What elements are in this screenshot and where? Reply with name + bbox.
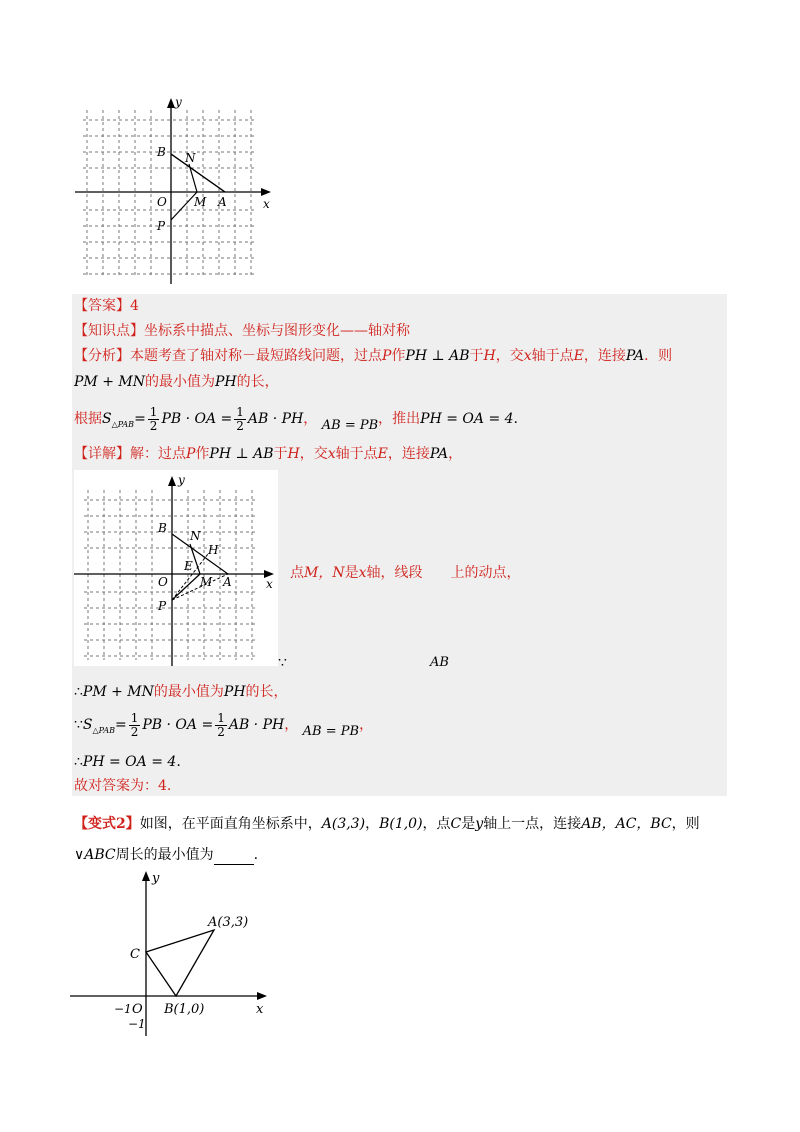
fig1-label-O: O — [157, 195, 167, 209]
analysis-line-2 — [74, 372, 279, 392]
variant-text: 如图，在平面直角坐标系中， — [139, 816, 322, 832]
math-AB-PH: AB · PH — [228, 717, 285, 733]
fig3-label-O: O — [132, 1002, 143, 1017]
math-PM-MN: PM + MN — [82, 684, 154, 700]
fraction-half — [234, 406, 246, 433]
math-S: S — [82, 717, 93, 733]
variant-text: ，点 — [422, 816, 451, 832]
detail-text: 点 — [290, 565, 304, 581]
fraction-half — [129, 712, 141, 739]
detail-text: ， — [284, 717, 299, 733]
fig2-label-A: A — [223, 575, 232, 589]
math-equals: = — [134, 411, 146, 427]
fig2-label-N: N — [190, 529, 201, 543]
fraction-denominator: 2 — [236, 418, 244, 433]
math-PM-MN: PM + MN — [74, 374, 145, 390]
fig2-label-M: M — [200, 575, 213, 589]
fig1-y-label: y — [175, 95, 182, 109]
variant-text: ， — [365, 816, 380, 832]
fig2-label-H: H — [208, 543, 219, 557]
detail-text: 的最小值为 — [153, 684, 224, 700]
fig3-label-C: C — [130, 947, 140, 962]
answer-tag: 【答案】 — [74, 298, 130, 314]
fig1-label-A: A — [218, 195, 227, 209]
figure-3-coordinate-plane — [70, 866, 280, 1036]
math-S: S — [102, 411, 112, 427]
fig1-label-B: B — [157, 145, 166, 159]
analysis-text: 轴于点 — [531, 348, 574, 364]
fig1-label-M: M — [194, 195, 207, 209]
math-PA: PA — [429, 446, 449, 462]
math-y: y — [475, 816, 484, 832]
math-PH-eq-OA: PH = OA = 4 — [420, 411, 514, 427]
detail-text: 于 — [273, 446, 288, 462]
math-PH-eq-OA: PH = OA = 4 — [82, 754, 177, 770]
variant-tag: 【变式2】 — [74, 816, 140, 832]
fig1-label-P: P — [157, 219, 166, 233]
knowledge-line — [74, 321, 410, 341]
math-P: P — [382, 348, 392, 364]
detail-because-line — [278, 653, 287, 673]
detail-text: ，交 — [299, 446, 328, 462]
answer-value: 4 — [130, 298, 139, 314]
detail-text: 解：过点 — [130, 446, 186, 462]
fig2-label-B: B — [158, 521, 167, 535]
variant-text: . — [253, 847, 259, 863]
math-A-3-3: A(3,3) — [321, 816, 366, 832]
math-segments: AB，AC，BC — [581, 816, 672, 832]
math-PB-OA: PB · OA = — [161, 411, 233, 427]
figure-1-coordinate-grid — [75, 92, 275, 284]
detail-side-note — [290, 563, 521, 583]
fraction-half — [215, 712, 227, 739]
analysis-text: ．则 — [644, 348, 673, 364]
math-M-N: M，N — [304, 565, 345, 581]
variant-text: ，则 — [671, 816, 700, 832]
analysis-text: ，推出 — [378, 411, 421, 427]
math-PH: PH — [214, 374, 237, 390]
analysis-text: ， — [303, 411, 318, 427]
math-therefore: ∴ — [74, 754, 83, 770]
math-PH: PH — [223, 684, 246, 700]
detail-text: 轴，线段 — [366, 565, 423, 581]
math-H: H — [287, 446, 300, 462]
knowledge-tag: 【知识点】 — [74, 323, 144, 339]
math-AB-eq-PB: AB = PB — [302, 724, 360, 739]
detail-min-line — [74, 682, 288, 702]
math-E: E — [377, 446, 388, 462]
detail-text: 轴于点 — [335, 446, 378, 462]
math-x: x — [327, 446, 336, 462]
math-x: x — [358, 565, 367, 581]
fig1-label-N: N — [185, 151, 196, 165]
math-P: P — [186, 446, 196, 462]
analysis-text: 于 — [469, 348, 484, 364]
analysis-text: . — [513, 411, 518, 427]
analysis-text: 作 — [391, 348, 406, 364]
fraction-denominator: 2 — [149, 418, 158, 433]
math-E: E — [573, 348, 584, 364]
fig2-label-P: P — [158, 599, 167, 613]
variant-text: 轴上一点，连接 — [483, 816, 582, 832]
analysis-line-1 — [74, 346, 672, 366]
analysis-text: ，连接 — [583, 348, 626, 364]
detail-result-line — [74, 752, 181, 772]
detail-text: 是 — [344, 565, 359, 581]
math-C: C — [450, 816, 462, 832]
fraction-numerator: 1 — [217, 710, 225, 725]
analysis-tag: 【分析】 — [74, 348, 130, 364]
math-B-1-0: B(1,0) — [379, 816, 423, 832]
fig2-x-label: x — [266, 577, 273, 591]
answer-blank[interactable] — [214, 850, 254, 865]
analysis-text: 的最小值为 — [144, 374, 215, 390]
answer-line — [74, 296, 139, 316]
fig3-x-label: x — [256, 1002, 264, 1017]
fraction-numerator: 1 — [236, 404, 244, 419]
variant-line-1 — [74, 814, 700, 834]
math-S-subscript: △PAB — [92, 725, 115, 735]
fraction-denominator: 2 — [130, 724, 139, 739]
math-PH-perp-AB: PH ⊥ AB — [209, 446, 274, 462]
math-PB-OA: PB · OA = — [142, 717, 214, 733]
variant-text: 周长的最小值为 — [115, 847, 214, 863]
variant-line-2 — [74, 845, 258, 865]
fig1-x-label: x — [263, 197, 270, 211]
analysis-text: 本题考查了轴对称－最短路线问题，过点 — [130, 348, 382, 364]
fraction-numerator: 1 — [149, 404, 158, 419]
math-H: H — [483, 348, 496, 364]
math-PA: PA — [625, 348, 645, 364]
detail-final-answer: 故对答案为：4. — [74, 778, 172, 794]
detail-area-line — [74, 710, 373, 746]
detail-text: . — [176, 754, 181, 770]
analysis-text: 的长， — [236, 374, 279, 390]
fig3-tick-neg1-x: −1 — [114, 1002, 132, 1016]
fig3-y-label: y — [152, 871, 160, 886]
fraction-half — [148, 406, 160, 433]
math-because: ∵ — [278, 655, 287, 671]
analysis-line-3 — [74, 404, 518, 440]
fraction-numerator: 1 — [130, 710, 139, 725]
figure-2-coordinate-grid — [74, 470, 278, 666]
detail-text: ， — [359, 717, 374, 733]
fig2-label-O: O — [158, 575, 168, 589]
detail-text: 上的动点， — [450, 565, 521, 581]
knowledge-text: 坐标系中描点、坐标与图形变化——轴对称 — [144, 323, 410, 339]
detail-text: 的长， — [245, 684, 288, 700]
math-because: ∵ — [74, 717, 83, 733]
fig2-label-E: E — [184, 559, 193, 573]
detail-text: ，连接 — [387, 446, 430, 462]
math-AB-PH: AB · PH — [247, 411, 304, 427]
math-PH-perp-AB: PH ⊥ AB — [405, 348, 470, 364]
math-x: x — [523, 348, 532, 364]
math-S-subscript: △PAB — [111, 419, 135, 429]
fig3-label-A: A(3,3) — [208, 915, 249, 930]
math-AB-eq-PB: AB = PB — [321, 418, 379, 433]
math-triangle-ABC: ∨ABC — [74, 847, 116, 863]
fraction-denominator: 2 — [217, 724, 225, 739]
detail-tag: 【详解】 — [74, 446, 130, 462]
fig3-label-B: B(1,0) — [164, 1002, 205, 1017]
analysis-text: ，交 — [495, 348, 524, 364]
fig3-tick-neg1-y: −1 — [128, 1017, 146, 1031]
detail-AB: AB — [430, 655, 449, 670]
math-therefore: ∴ — [74, 684, 83, 700]
detail-text: 作 — [195, 446, 210, 462]
detail-text: ， — [448, 446, 463, 462]
variant-text: 是 — [461, 816, 476, 832]
fig2-y-label: y — [178, 473, 185, 487]
detail-line-1 — [74, 444, 462, 464]
analysis-text: 根据 — [74, 411, 102, 427]
math-equals: = — [114, 717, 127, 733]
